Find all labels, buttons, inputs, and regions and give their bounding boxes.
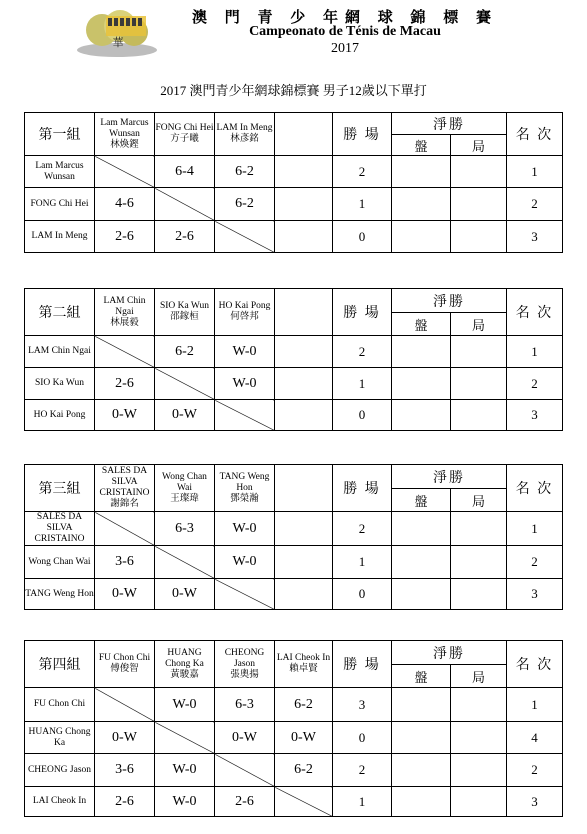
wins-header: 勝 場 [333,641,392,688]
column-player-header [95,289,155,336]
player-english-name: Lam Marcus Wunsan [100,117,149,139]
table-row [25,221,563,253]
tournament-logo [74,6,160,58]
match-result [275,221,333,253]
player-chinese-name: 林展毅 [110,317,139,328]
player-english-name: LAI Cheok In [276,653,331,663]
group-name: 第二組 [25,289,95,336]
wins-count: 2 [333,336,392,368]
sets-header: 盤 [392,489,451,512]
match-result: 6-3 [215,688,275,722]
sets-header: 盤 [392,135,451,156]
player-english-name: CHEONG Jason [224,647,265,669]
wins-count: 1 [333,546,392,579]
net-sets [392,512,451,546]
player-english-name: Wong Chan Wai [162,471,207,493]
player-english-name: FU Chon Chi [98,653,151,663]
event-subtitle: 2017 澳門青少年網球錦標賽 男子12歲以下單打 [160,83,427,98]
self-match-cell [215,400,275,431]
net-sets [392,546,451,579]
group-name: 第一組 [25,113,95,156]
self-match-cell [155,188,215,221]
rank-value: 2 [507,368,563,400]
match-result: 6-2 [275,754,333,787]
title-year: 2017 [331,41,359,56]
group-name: 第三組 [25,465,95,512]
match-result: W-0 [155,688,215,722]
player-chinese-name: 黃駿嘉 [170,669,199,680]
rank-header: 名 次 [507,641,563,688]
net-sets [392,579,451,610]
rank-value: 3 [507,579,563,610]
self-match-cell [95,336,155,368]
player-chinese-name: 林煥鏗 [110,139,139,150]
net-sets [392,787,451,817]
logo-text: 華 [112,36,124,49]
row-player-name: Wong Chan Wai [25,546,95,579]
net-sets [392,722,451,754]
group-table-3 [24,464,563,610]
rank-value: 3 [507,221,563,253]
player-english-name: LAM Chin Ngai [103,295,146,317]
match-result: 6-2 [215,156,275,188]
player-english-name: LAM In Meng [216,123,273,133]
match-result: 2-6 [155,221,215,253]
title-portuguese: Campeonato de Ténis de Macau [249,24,441,39]
net-header: 淨勝 [392,289,507,313]
match-result [275,368,333,400]
player-english-name: SALES DA SILVA CRISTAINO [99,466,150,498]
table-row [25,688,563,722]
match-result: 2-6 [95,221,155,253]
self-match-cell [95,156,155,188]
wins-count: 1 [333,368,392,400]
match-result: 6-2 [275,688,333,722]
table-row [25,400,563,431]
match-result: 2-6 [95,368,155,400]
wins-count: 0 [333,579,392,610]
group-table-1 [24,112,563,253]
rank-value: 2 [507,546,563,579]
player-english-name: HO Kai Pong [218,301,271,311]
row-player-name: FONG Chi Hei [25,188,95,221]
player-chinese-name: 邵鎵桓 [170,312,199,322]
player-english-name: SIO Ka Wun [159,301,210,311]
match-result: 0-W [95,722,155,754]
self-match-cell [155,722,215,754]
column-player-header [95,641,155,688]
wins-header: 勝 場 [333,465,392,512]
rank-value: 1 [507,156,563,188]
group-name: 第四組 [25,641,95,688]
wins-count: 0 [333,221,392,253]
title-chinese: 澳 門 青 少 年網 球 錦 標 賽 [191,10,498,26]
match-result: 0-W [95,400,155,431]
match-result: 3-6 [95,546,155,579]
row-player-name: LAM In Meng [25,221,95,253]
table-row [25,722,563,754]
net-games [451,400,507,431]
net-sets [392,156,451,188]
match-result [275,188,333,221]
match-result: 0-W [215,722,275,754]
row-player-name: SIO Ka Wun [25,368,95,400]
net-games [451,512,507,546]
player-chinese-name: 王璨瑋 [170,493,199,504]
column-player-header [275,641,333,688]
match-result: W-0 [215,512,275,546]
column-player-header [215,641,275,688]
self-match-cell [155,546,215,579]
match-result: W-0 [215,546,275,579]
player-chinese-name: 何啓邦 [230,312,259,322]
wins-count: 0 [333,400,392,431]
net-games [451,368,507,400]
self-match-cell [215,579,275,610]
table-row [25,579,563,610]
row-player-name: LAI Cheok In [25,787,95,817]
column-player-header [275,289,333,336]
self-match-cell [215,221,275,253]
column-player-header [155,289,215,336]
net-sets [392,368,451,400]
table-row [25,546,563,579]
net-header: 淨勝 [392,113,507,135]
wins-count: 3 [333,688,392,722]
match-result: 0-W [155,400,215,431]
player-english-name: HUANG Chong Ka [165,647,204,669]
rank-value: 1 [507,688,563,722]
wins-header: 勝 場 [333,113,392,156]
rank-value: 1 [507,336,563,368]
rank-value: 2 [507,754,563,787]
net-games [451,336,507,368]
row-player-name: SALES DA SILVA CRISTAINO [25,512,95,546]
column-player-header [155,641,215,688]
row-player-name: LAM Chin Ngai [25,336,95,368]
wins-count: 2 [333,512,392,546]
match-result: 3-6 [95,754,155,787]
column-player-header [95,113,155,156]
match-result: 0-W [95,579,155,610]
match-result: 0-W [275,722,333,754]
column-player-header [215,465,275,512]
self-match-cell [95,688,155,722]
net-sets [392,754,451,787]
column-player-header [95,465,155,512]
match-result: 4-6 [95,188,155,221]
match-result [275,579,333,610]
player-english-name: TANG Weng Hon [219,471,270,493]
column-player-header [155,465,215,512]
row-player-name: FU Chon Chi [25,688,95,722]
wins-count: 2 [333,754,392,787]
net-sets [392,336,451,368]
wins-count: 1 [333,787,392,817]
table-row [25,754,563,787]
column-player-header [155,113,215,156]
self-match-cell [275,787,333,817]
match-result: 0-W [155,579,215,610]
net-sets [392,400,451,431]
table-row [25,336,563,368]
net-games [451,546,507,579]
match-result [275,546,333,579]
wins-count: 1 [333,188,392,221]
match-result: 6-4 [155,156,215,188]
rank-value: 3 [507,400,563,431]
self-match-cell [155,368,215,400]
player-chinese-name: 賴卓賢 [289,664,318,674]
table-row [25,512,563,546]
rank-header: 名 次 [507,465,563,512]
table-row [25,368,563,400]
match-result: 2-6 [95,787,155,817]
match-result [275,336,333,368]
rank-header: 名 次 [507,113,563,156]
match-result [275,512,333,546]
net-header: 淨勝 [392,465,507,489]
table-row [25,787,563,817]
self-match-cell [215,754,275,787]
row-player-name: HUANG Chong Ka [25,722,95,754]
rank-value: 3 [507,787,563,817]
net-games [451,579,507,610]
table-row [25,188,563,221]
rank-value: 2 [507,188,563,221]
player-english-name: FONG Chi Hei [155,123,214,133]
net-sets [392,221,451,253]
games-header: 局 [451,489,507,512]
wins-header: 勝 場 [333,289,392,336]
net-games [451,221,507,253]
net-games [451,688,507,722]
rank-value: 1 [507,512,563,546]
games-header: 局 [451,135,507,156]
net-games [451,188,507,221]
column-player-header [275,465,333,512]
net-games [451,754,507,787]
match-result [275,156,333,188]
column-player-header [215,289,275,336]
match-result: W-0 [215,368,275,400]
rank-header: 名 次 [507,289,563,336]
player-chinese-name: 鄧榮瀚 [230,493,259,504]
match-result: 6-3 [155,512,215,546]
net-games [451,787,507,817]
group-table-2 [24,288,563,431]
sets-header: 盤 [392,313,451,336]
sets-header: 盤 [392,665,451,688]
games-header: 局 [451,665,507,688]
player-chinese-name: 傅俊智 [110,664,139,674]
row-player-name: HO Kai Pong [25,400,95,431]
table-row [25,156,563,188]
group-table-4 [24,640,563,817]
games-header: 局 [451,313,507,336]
rank-value: 4 [507,722,563,754]
net-header: 淨勝 [392,641,507,665]
match-result: W-0 [215,336,275,368]
wins-count: 0 [333,722,392,754]
row-player-name: CHEONG Jason [25,754,95,787]
player-chinese-name: 謝錦名 [110,499,139,509]
net-sets [392,188,451,221]
wins-count: 2 [333,156,392,188]
net-games [451,722,507,754]
self-match-cell [95,512,155,546]
match-result: W-0 [155,754,215,787]
net-games [451,156,507,188]
column-player-header [275,113,333,156]
row-player-name: TANG Weng Hon [25,579,95,610]
player-chinese-name: 方子曦 [170,134,199,144]
net-sets [392,688,451,722]
row-player-name: Lam Marcus Wunsan [25,156,95,188]
player-chinese-name: 林彥銘 [230,134,259,144]
match-result: 6-2 [215,188,275,221]
player-chinese-name: 張奧揚 [230,669,259,680]
match-result: 6-2 [155,336,215,368]
match-result: 2-6 [215,787,275,817]
column-player-header [215,113,275,156]
match-result [275,400,333,431]
match-result: W-0 [155,787,215,817]
